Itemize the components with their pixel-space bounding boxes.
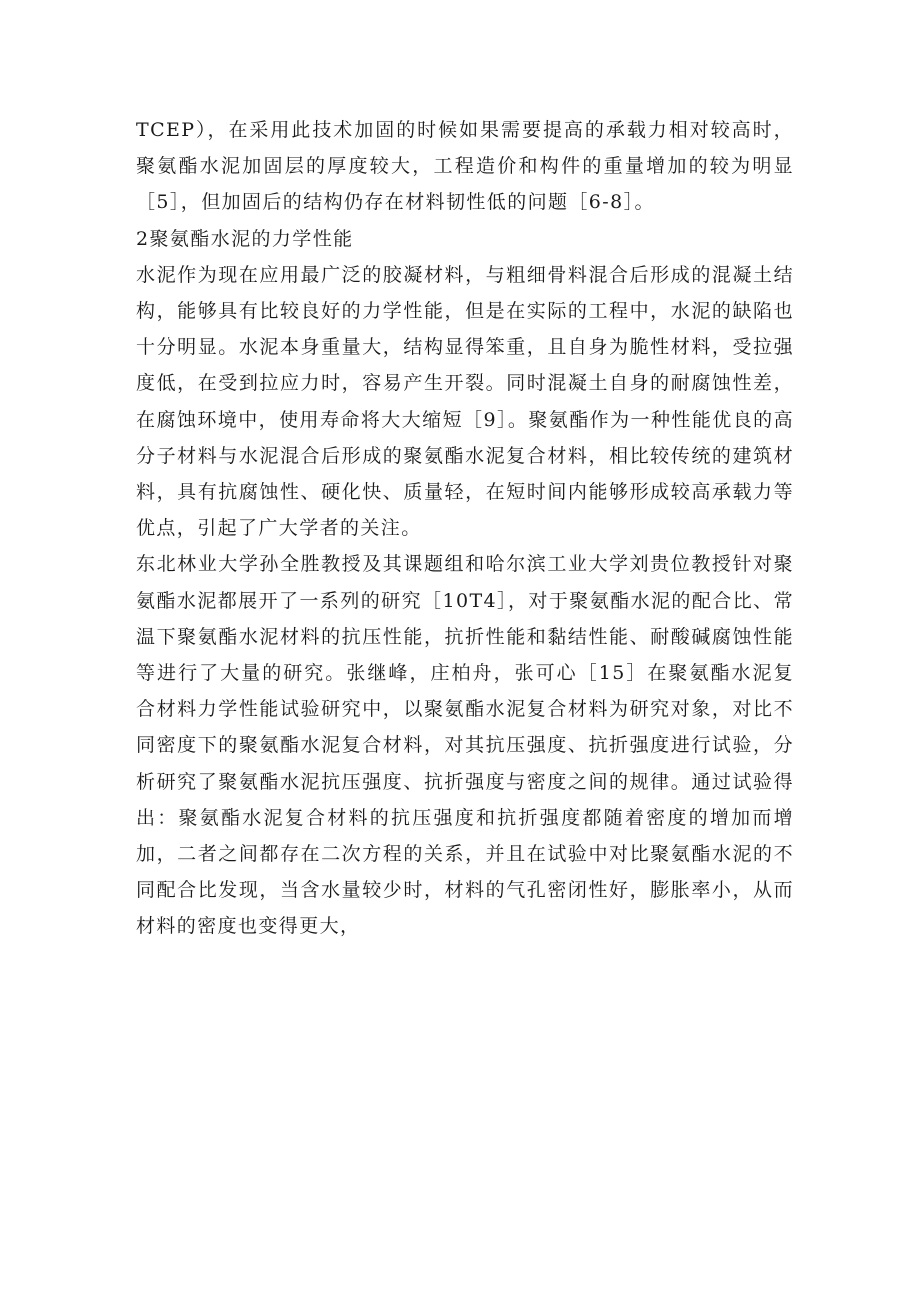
paragraph-research-review: 东北林业大学孙全胜教授及其课题组和哈尔滨工业大学刘贵位教授针对聚氨酯水泥都展开了一系列的研究［10T4］，对于聚氨酯水泥的配合比、常温下聚氨酯水泥材料的抗压性能，抗折性能和黏结性能、耐酸碱腐蚀性能等进行了大量的研究。张继峰，庄柏舟，张可心［15］在聚氨酯水泥复合材料力学性能试验研究中，以聚氨酯水泥复合材料为研究对象，对比不同密度下的聚氨酯水泥复合材料，对其抗压强度、抗折强度进行试验，分析研究了聚氨酯水泥抗压强度、抗折强度与密度之间的规律。通过试验得出：聚氨酯水泥复合材料的抗压强度和抗折强度都随着密度的增加而增加，二者之间都存在二次方程的关系，并且在试验中对比聚氨酯水泥的不同配合比发现，当含水量较少时，材料的气孔密闭性好，膨胀率小，从而材料的密度也变得更大，	[136, 553, 794, 938]
paragraph-continued: TCEP），在采用此技术加固的时候如果需要提高的承载力相对较高时，聚氨酯水泥加固层的厚度较大，工程造价和构件的重量增加的较为明显［5］，但加固后的结构仍存在材料韧性低的问题［6-8］。	[136, 119, 794, 214]
paragraph-cement-properties: 水泥作为现在应用最广泛的胶凝材料，与粗细骨料混合后形成的混凝土结构，能够具有比较良好的力学性能，但是在实际的工程中，水泥的缺陷也十分明显。水泥本身重量大，结构显得笨重，且自身为脆性材料，受拉强度低，在受到拉应力时，容易产生开裂。同时混凝土自身的耐腐蚀性差，在腐蚀环境中，使用寿命将大大缩短［9］。聚氨酯作为一种性能优良的高分子材料与水泥混合后形成的聚氨酯水泥复合材料，相比较传统的建筑材料，具有抗腐蚀性、硬化快、质量轻，在短时间内能够形成较高承载力等优点，引起了广大学者的关注。	[136, 263, 794, 540]
document-body	[136, 112, 794, 945]
section-heading: 2聚氨酯水泥的力学性能	[136, 227, 354, 250]
